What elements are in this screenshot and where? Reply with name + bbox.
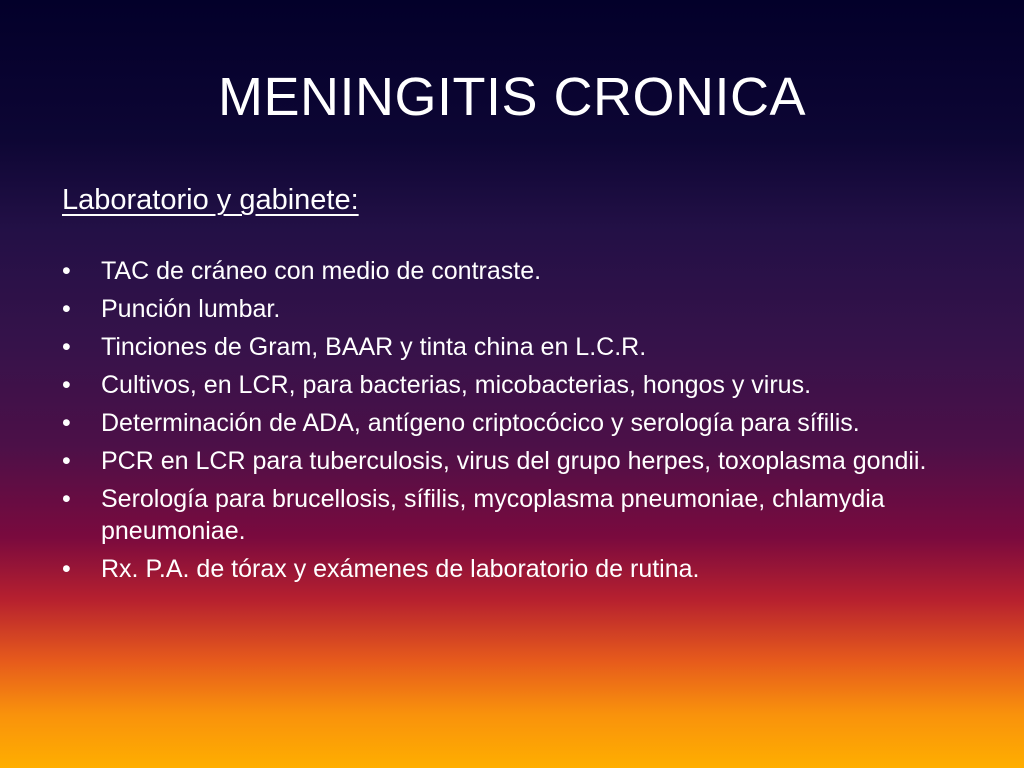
bullet-icon: • [62, 371, 71, 399]
bullet-text: TAC de cráneo con medio de contraste. [101, 257, 542, 285]
bullet-item [62, 369, 974, 401]
bullet-icon: • [62, 447, 71, 475]
bullet-text: Determinación de ADA, antígeno criptocócico y serología para sífilis. [101, 409, 860, 437]
bullet-text: Cultivos, en LCR, para bacterias, micobacterias, hongos y virus. [101, 371, 812, 399]
bullet-icon: • [62, 409, 71, 437]
bullet-item [62, 407, 974, 439]
bullet-item [62, 293, 974, 325]
bullet-item [62, 483, 974, 547]
bullet-text: PCR en LCR para tuberculosis, virus del grupo herpes, toxoplasma gondii. [101, 447, 927, 475]
slide-title: MENINGITIS CRONICA [217, 67, 807, 127]
bullet-item [62, 445, 974, 477]
bullet-item [62, 255, 974, 287]
bullet-icon: • [62, 295, 71, 323]
bullet-list [62, 255, 974, 591]
bullet-item [62, 331, 974, 363]
bullet-icon: • [62, 257, 71, 285]
section-subtitle: Laboratorio y gabinete: [62, 184, 359, 216]
bullet-icon: • [62, 333, 71, 361]
bullet-icon: • [62, 555, 71, 583]
bullet-text: Rx. P.A. de tórax y exámenes de laboratorio de rutina. [101, 555, 700, 583]
bullet-icon: • [62, 485, 71, 513]
bullet-text: Tinciones de Gram, BAAR y tinta china en L.C.R. [101, 333, 647, 361]
bullet-text: Punción lumbar. [101, 295, 281, 323]
bullet-text: Serología para brucellosis, sífilis, mycoplasma pneumoniae, chlamydia pneumoniae. [101, 485, 885, 545]
bullet-item [62, 553, 974, 585]
